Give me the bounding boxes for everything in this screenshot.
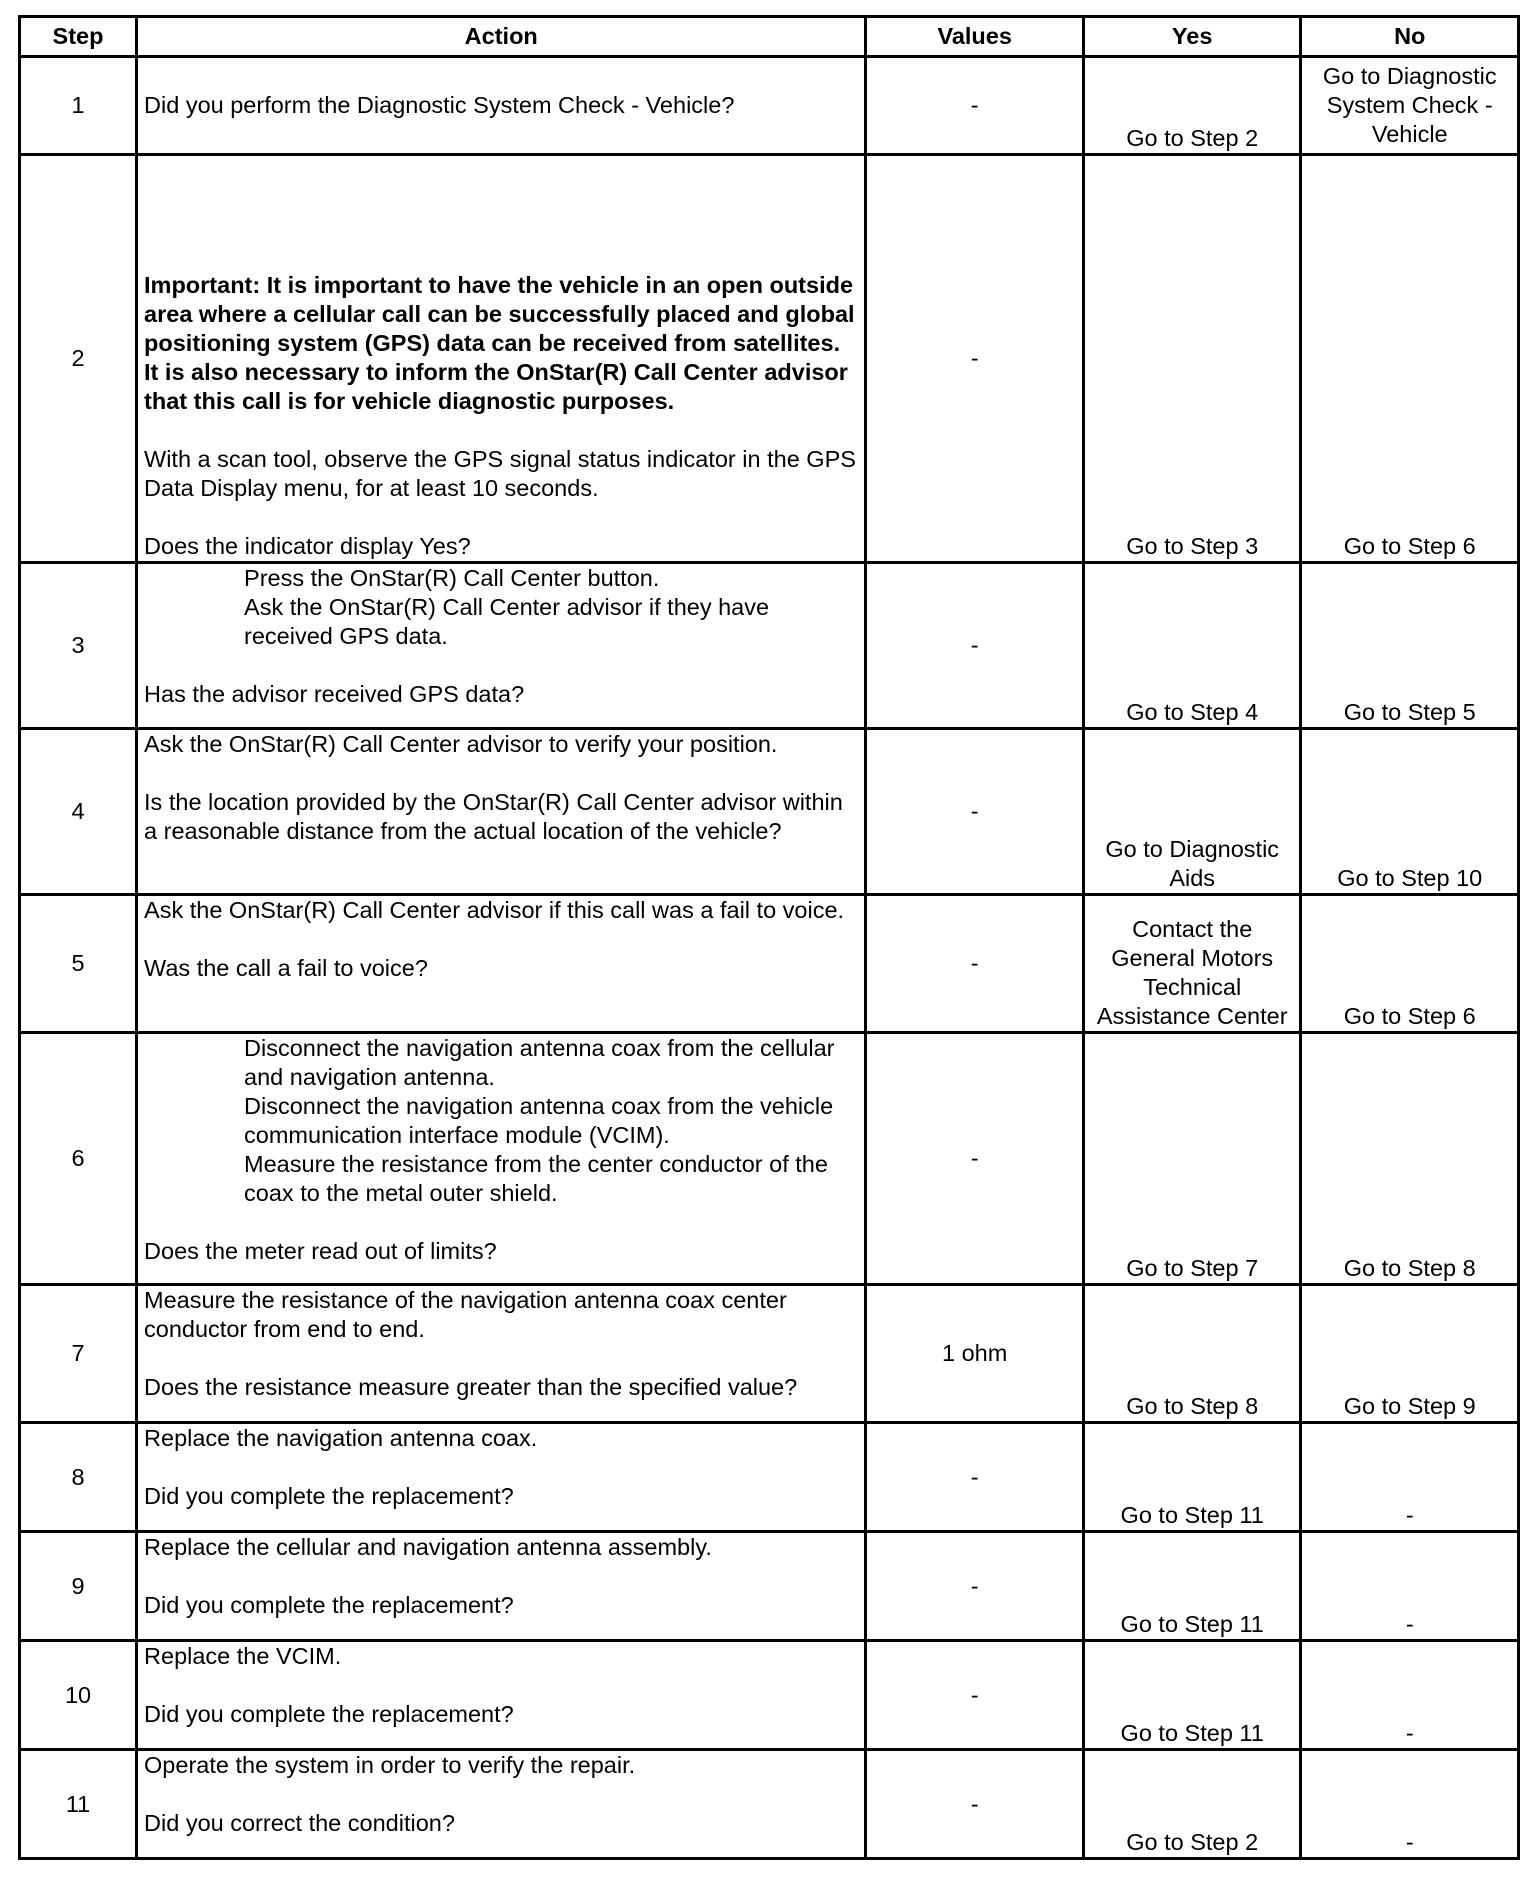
step-number: 2 — [20, 155, 137, 563]
action-question: Did you correct the condition? — [144, 1810, 455, 1836]
step-number: 9 — [20, 1532, 137, 1641]
action-question: Does the indicator display Yes? — [144, 533, 471, 559]
step-number: 1 — [20, 57, 137, 155]
no-cell: Go to Step 6 — [1301, 155, 1519, 563]
yes-cell: Go to Step 2 — [1083, 1750, 1301, 1859]
step-number: 10 — [20, 1641, 137, 1750]
value-cell: - — [866, 1641, 1084, 1750]
step-number: 4 — [20, 729, 137, 895]
table-row — [20, 1033, 1519, 1285]
no-cell: - — [1301, 1641, 1519, 1750]
action-question: Did you complete the replacement? — [144, 1701, 514, 1727]
action-cell — [137, 729, 866, 895]
no-cell: Go to Step 6 — [1301, 895, 1519, 1033]
step-number: 8 — [20, 1423, 137, 1532]
table-row — [20, 895, 1519, 1033]
action-cell — [137, 1532, 866, 1641]
header-step: Step — [20, 17, 137, 57]
step-number: 3 — [20, 563, 137, 729]
action-question: Did you complete the replacement? — [144, 1592, 514, 1618]
action-question: Was the call a fail to voice? — [144, 955, 428, 981]
yes-cell: Go to Step 7 — [1083, 1033, 1301, 1285]
action-substep: Measure the resistance from the center conductor of the coax to the metal outer shield. — [244, 1151, 828, 1206]
table-row — [20, 155, 1519, 563]
action-cell — [137, 155, 866, 563]
yes-cell: Go to Step 8 — [1083, 1285, 1301, 1423]
value-cell: - — [866, 563, 1084, 729]
value-cell: 1 ohm — [866, 1285, 1084, 1423]
step-number: 5 — [20, 895, 137, 1033]
value-cell: - — [866, 155, 1084, 563]
action-substep: Disconnect the navigation antenna coax from the cellular and navigation antenna. — [244, 1035, 835, 1090]
important-note: Important: It is important to have the vehicle in an open outside area where a cellular call can be successfully placed and global positioning system (GPS) data can be received from satellites. It is also necessary to inform the OnStar(R) Call Center advisor that this call is for vehicle diagnostic purposes. — [144, 272, 855, 414]
action-question: Is the location provided by the OnStar(R) Call Center advisor within a reasonable distance from the actual location of the vehicle? — [144, 789, 843, 844]
table-row — [20, 1285, 1519, 1423]
action-question: Has the advisor received GPS data? — [144, 681, 525, 707]
action-question: Did you perform the Diagnostic System Check - Vehicle? — [144, 92, 735, 118]
table-row — [20, 1641, 1519, 1750]
value-cell: - — [866, 57, 1084, 155]
header-values: Values — [866, 17, 1084, 57]
yes-cell: Go to Step 4 — [1083, 563, 1301, 729]
action-instruction: Measure the resistance of the navigation antenna coax center conductor from end to end. — [144, 1287, 787, 1342]
table-row — [20, 57, 1519, 155]
table-row — [20, 729, 1519, 895]
yes-cell: Go to Step 3 — [1083, 155, 1301, 563]
action-question: Does the resistance measure greater than the specified value? — [144, 1374, 798, 1400]
no-cell: Go to Step 10 — [1301, 729, 1519, 895]
yes-cell: Contact the General Motors Technical Assistance Center — [1083, 895, 1301, 1033]
action-substep: Disconnect the navigation antenna coax from the vehicle communication interface module (VCIM). — [244, 1093, 834, 1148]
no-cell: Go to Diagnostic System Check - Vehicle — [1301, 57, 1519, 155]
value-cell: - — [866, 1532, 1084, 1641]
action-instruction: Operate the system in order to verify the repair. — [144, 1752, 636, 1778]
no-cell: - — [1301, 1750, 1519, 1859]
action-cell — [137, 1641, 866, 1750]
action-cell — [137, 1423, 866, 1532]
yes-cell: Go to Step 11 — [1083, 1641, 1301, 1750]
yes-cell: Go to Diagnostic Aids — [1083, 729, 1301, 895]
no-cell: Go to Step 5 — [1301, 563, 1519, 729]
yes-cell: Go to Step 11 — [1083, 1423, 1301, 1532]
header-row — [20, 17, 1519, 57]
table-row — [20, 563, 1519, 729]
no-cell: - — [1301, 1532, 1519, 1641]
action-question: Does the meter read out of limits? — [144, 1238, 497, 1264]
no-cell: - — [1301, 1423, 1519, 1532]
no-cell: Go to Step 9 — [1301, 1285, 1519, 1423]
header-no: No — [1301, 17, 1519, 57]
action-instruction: Replace the navigation antenna coax. — [144, 1425, 538, 1451]
table-row — [20, 1750, 1519, 1859]
action-instruction: Replace the VCIM. — [144, 1643, 342, 1669]
action-substep: Ask the OnStar(R) Call Center advisor if they have received GPS data. — [244, 594, 770, 649]
action-cell — [137, 1750, 866, 1859]
action-instruction: Ask the OnStar(R) Call Center advisor to verify your position. — [144, 731, 778, 757]
action-substep: Press the OnStar(R) Call Center button. — [244, 565, 660, 591]
yes-cell: Go to Step 2 — [1083, 57, 1301, 155]
value-cell: - — [866, 1033, 1084, 1285]
action-instruction: With a scan tool, observe the GPS signal status indicator in the GPS Data Display menu, for at least 10 seconds. — [144, 446, 856, 501]
value-cell: - — [866, 729, 1084, 895]
table-row — [20, 1532, 1519, 1641]
step-number: 6 — [20, 1033, 137, 1285]
yes-cell: Go to Step 11 — [1083, 1532, 1301, 1641]
header-action: Action — [137, 17, 866, 57]
step-number: 11 — [20, 1750, 137, 1859]
action-cell — [137, 1285, 866, 1423]
diagnostic-table — [18, 15, 1520, 1860]
action-cell — [137, 1033, 866, 1285]
action-question: Did you complete the replacement? — [144, 1483, 514, 1509]
value-cell: - — [866, 895, 1084, 1033]
action-cell — [137, 895, 866, 1033]
table-row — [20, 1423, 1519, 1532]
action-instruction: Replace the cellular and navigation antenna assembly. — [144, 1534, 712, 1560]
action-instruction: Ask the OnStar(R) Call Center advisor if this call was a fail to voice. — [144, 897, 845, 923]
no-cell: Go to Step 8 — [1301, 1033, 1519, 1285]
value-cell: - — [866, 1423, 1084, 1532]
value-cell: - — [866, 1750, 1084, 1859]
header-yes: Yes — [1083, 17, 1301, 57]
step-number: 7 — [20, 1285, 137, 1423]
action-cell — [137, 563, 866, 729]
action-cell — [137, 57, 866, 155]
